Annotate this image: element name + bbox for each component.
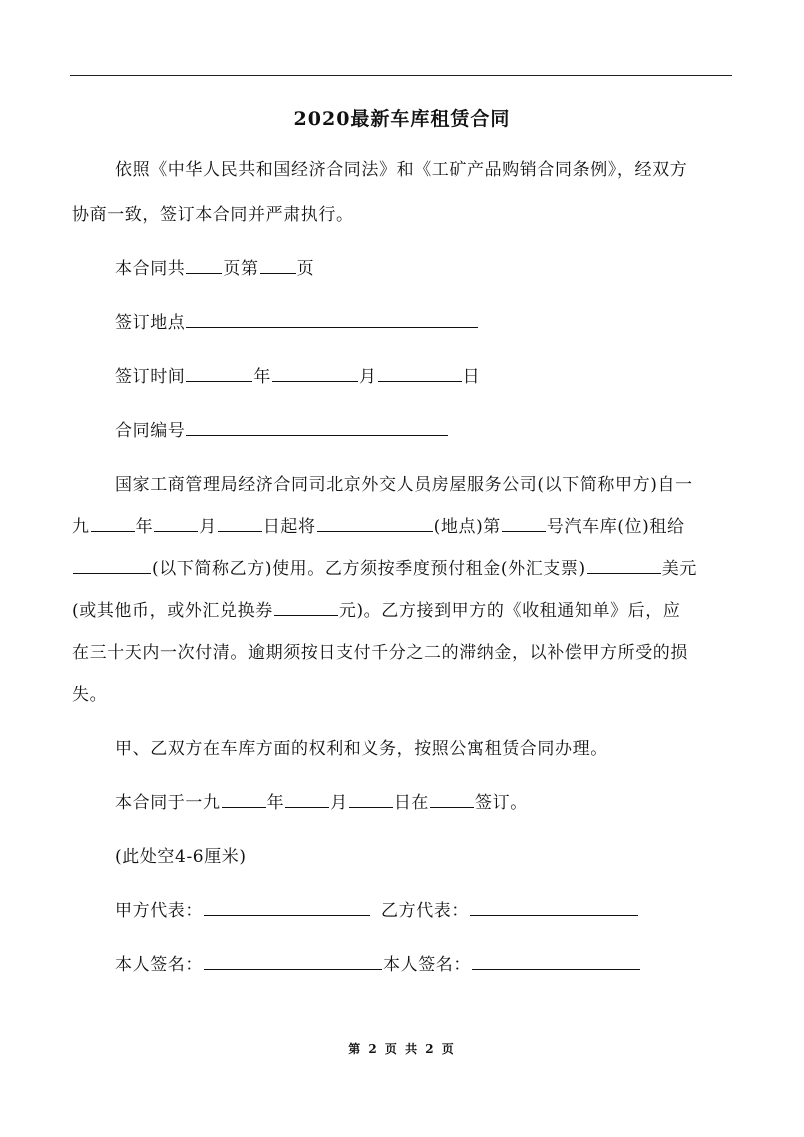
- paragraph-2: 甲、乙双方在车库方面的权利和义务，按照公寓租赁合同办理。: [115, 739, 608, 759]
- signing-month-blank[interactable]: [272, 364, 358, 382]
- page-footer: 第 2 页 共 2 页: [348, 1042, 456, 1056]
- page-count-middle: 页第: [223, 259, 259, 279]
- day-label: 日: [462, 367, 481, 387]
- rent-fec-blank[interactable]: [274, 598, 338, 616]
- sign-month-blank[interactable]: [285, 790, 329, 808]
- sign-year-blank[interactable]: [222, 790, 266, 808]
- signing-date-prefix: 本合同于一九: [115, 793, 221, 813]
- start-year-blank[interactable]: [91, 514, 135, 532]
- signing-time-line: [115, 362, 480, 387]
- location-label: (地点)第: [433, 517, 501, 537]
- signature-b-label: 本人签名：: [383, 955, 471, 975]
- contract-number-line: [115, 416, 449, 441]
- page-title: 2020最新车库租赁合同: [293, 108, 511, 130]
- paragraph-1-line-3: [72, 554, 697, 579]
- month-label: 月: [359, 367, 377, 387]
- spacing-note: (此处空4-6厘米): [115, 847, 247, 867]
- intro-line-2: 协商一致，签订本合同并严肃执行。: [72, 205, 354, 225]
- signing-place-line: [115, 308, 479, 333]
- page-count-line: [115, 254, 314, 279]
- signing-time-label: 签订时间: [115, 367, 186, 387]
- payment-terms-text: (以下简称乙方)使用。乙方须按季度预付租金(外汇支票): [152, 559, 586, 579]
- fec-text: (或其他币，或外汇兑换券: [72, 601, 273, 621]
- sign-end-label: 签订。: [475, 793, 528, 813]
- location-blank[interactable]: [317, 514, 433, 532]
- sign-day-label: 日在: [393, 793, 430, 813]
- page-count-prefix: 本合同共: [115, 259, 186, 279]
- page-count-suffix: 页: [296, 259, 315, 279]
- paragraph-1-line-4: [72, 596, 680, 621]
- party-b-rep-label: 乙方代表：: [381, 901, 469, 921]
- paragraph-1-line-1: 国家工商管理局经济合同司北京外交人员房屋服务公司(以下简称甲方)自一: [115, 475, 693, 495]
- notice-text: 元)。乙方接到甲方的《收租通知单》后，应: [338, 601, 681, 621]
- paragraph-1-line-5: 在三十天内一次付清。逾期须按日支付千分之二的滞纳金，以补偿甲方所受的损: [72, 643, 688, 663]
- representatives-line: [115, 896, 639, 921]
- party-a-rep-blank[interactable]: [204, 898, 370, 916]
- contract-number-label: 合同编号: [115, 421, 186, 441]
- start-month-blank[interactable]: [154, 514, 198, 532]
- signatures-line: [115, 950, 641, 975]
- year-prefix: 九: [72, 517, 90, 537]
- signing-date-line: [115, 788, 528, 813]
- signature-a-label: 本人签名：: [115, 955, 203, 975]
- party-b-rep-blank[interactable]: [470, 898, 638, 916]
- signing-place-label: 签订地点: [115, 313, 186, 333]
- start-day-label: 日起将: [262, 517, 316, 537]
- paragraph-1-line-6: 失。: [72, 685, 108, 705]
- signature-a-blank[interactable]: [204, 952, 382, 970]
- contract-number-blank[interactable]: [186, 418, 448, 436]
- signing-day-blank[interactable]: [378, 364, 462, 382]
- total-pages-blank[interactable]: [186, 256, 222, 274]
- paragraph-1-line-2: [72, 512, 685, 537]
- month-label: 月: [330, 793, 348, 813]
- sign-day-blank[interactable]: [349, 790, 393, 808]
- tenant-name-blank[interactable]: [73, 556, 151, 574]
- usd-label: 美元: [661, 559, 697, 579]
- year-label: 年: [135, 517, 154, 537]
- signing-year-blank[interactable]: [186, 364, 252, 382]
- month-label: 月: [199, 517, 217, 537]
- rent-usd-blank[interactable]: [587, 556, 661, 574]
- signing-place-blank[interactable]: [186, 310, 478, 328]
- sign-place-blank[interactable]: [430, 790, 474, 808]
- party-a-rep-label: 甲方代表：: [115, 901, 203, 921]
- intro-line-1: 依照《中华人民共和国经济合同法》和《工矿产品购销合同条例》，经双方: [115, 160, 688, 180]
- year-label: 年: [253, 367, 272, 387]
- garage-label: 号汽车库(位)租给: [546, 517, 685, 537]
- year-label: 年: [266, 793, 285, 813]
- signature-b-blank[interactable]: [472, 952, 640, 970]
- current-page-blank[interactable]: [260, 256, 296, 274]
- start-day-blank[interactable]: [218, 514, 262, 532]
- garage-number-blank[interactable]: [502, 514, 546, 532]
- header-rule: [70, 75, 732, 76]
